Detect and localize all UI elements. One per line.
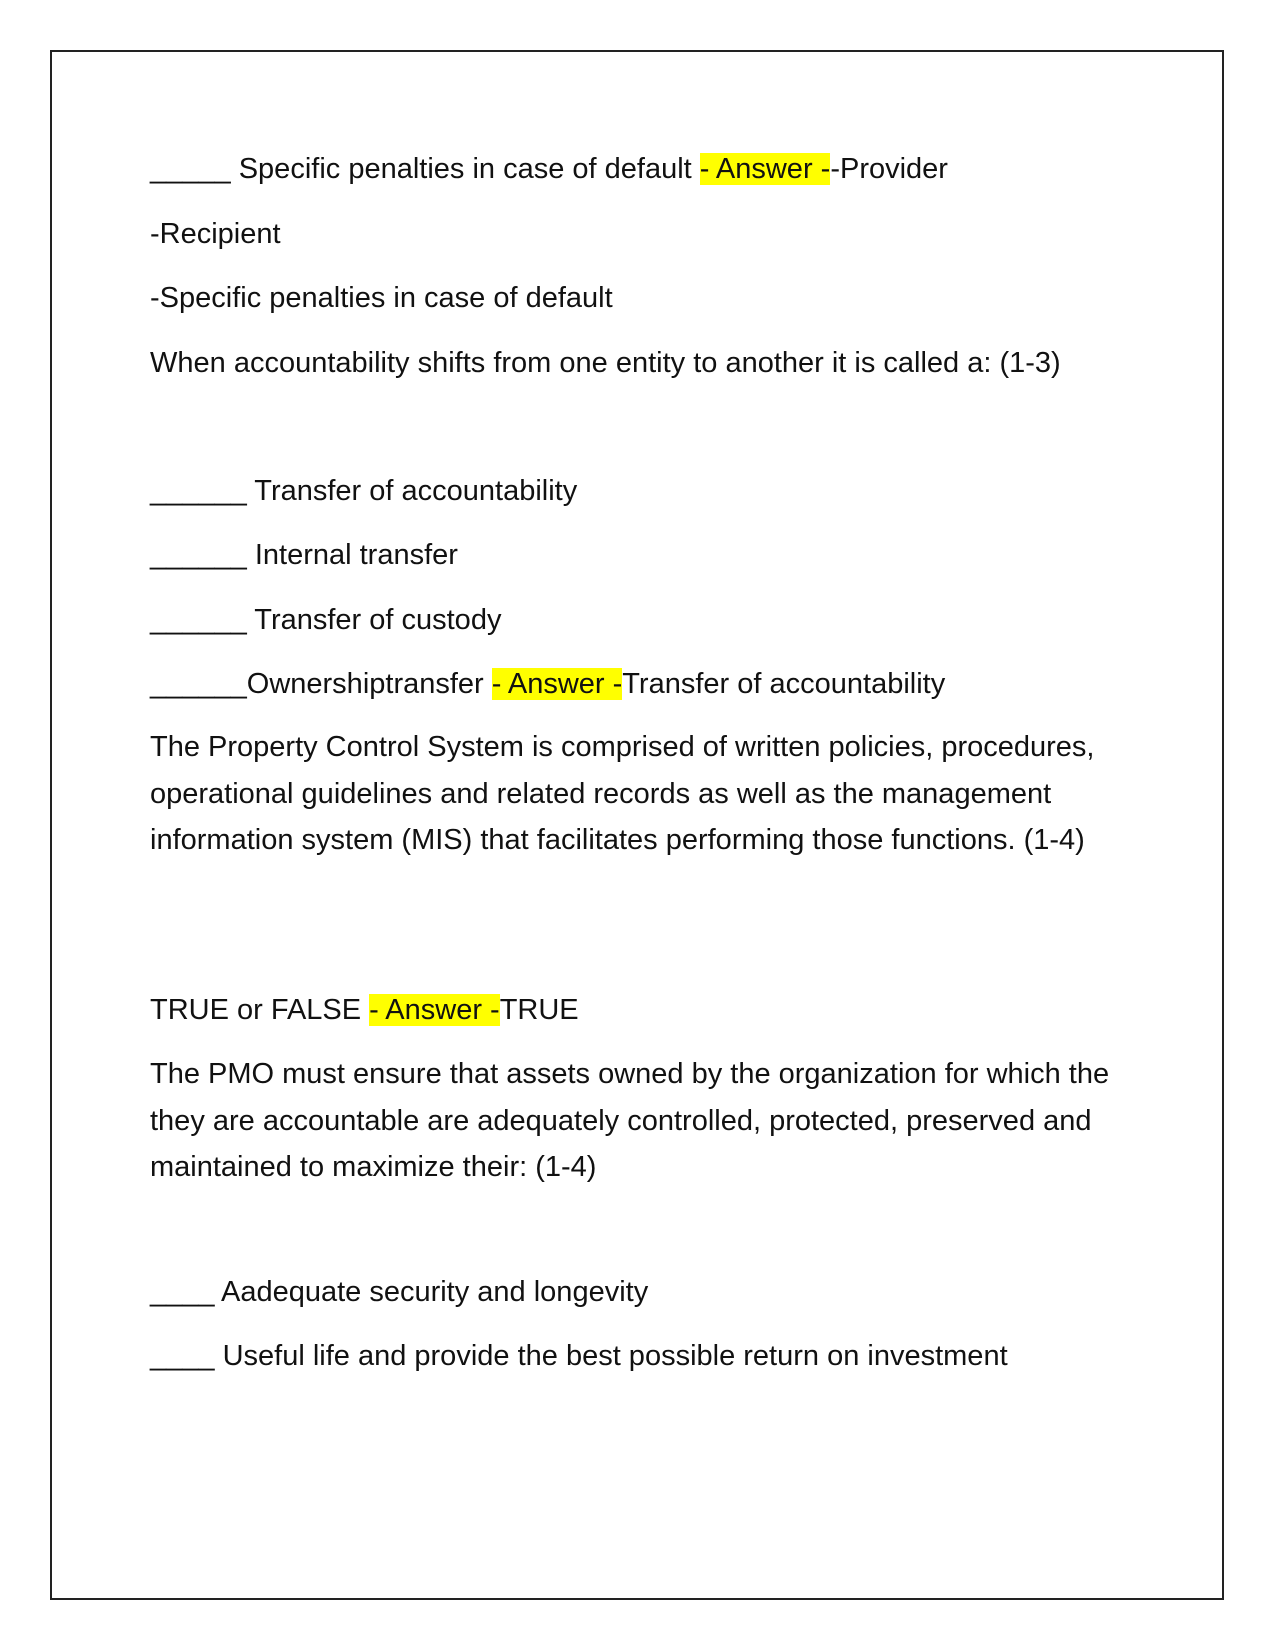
- q1-answer-highlight: - Answer -: [699, 153, 831, 185]
- q3-answer-text: TRUE: [499, 994, 579, 1026]
- q3-answer-highlight: - Answer -: [369, 994, 500, 1026]
- q2-last-option: ______Ownershiptransfer: [150, 668, 492, 700]
- q2-question: When accountability shifts from one entity to another it is called a: (1-3): [150, 347, 1061, 379]
- q1-line: [150, 146, 948, 192]
- q2-answer-text: Transfer of accountability: [622, 668, 946, 700]
- q2-answer-highlight: - Answer -: [491, 668, 623, 700]
- q1-option-recipient: -Recipient: [150, 218, 281, 250]
- q4-option-1: ____ Aadequate security and longevity: [150, 1276, 649, 1308]
- q3-answer-line: [150, 987, 579, 1033]
- q1-option-penalties: -Specific penalties in case of default: [150, 282, 613, 314]
- q1-text: Specific penalties in case of default: [230, 153, 700, 185]
- q2-option-3: ______ Transfer of custody: [150, 604, 502, 636]
- q2-answer-line: [150, 661, 945, 707]
- q3-prompt: TRUE or FALSE: [150, 994, 370, 1026]
- q3-question: The Property Control System is comprised of written policies, procedures, operational guidelines and related records as well as the management information system (MIS) that facilitates performing those functions. (1-4): [150, 731, 1095, 856]
- q1-blank: _____: [150, 153, 231, 185]
- q1-answer-text: -Provider: [830, 153, 948, 185]
- q4-question: The PMO must ensure that assets owned by the organization for which the they are accountable are adequately controlled, protected, preserved and maintained to maximize their: (1-4): [150, 1058, 1110, 1183]
- q2-option-1: ______ Transfer of accountability: [150, 475, 578, 507]
- q4-option-2: ____ Useful life and provide the best possible return on investment: [150, 1340, 1008, 1372]
- q2-option-2: ______ Internal transfer: [150, 539, 458, 571]
